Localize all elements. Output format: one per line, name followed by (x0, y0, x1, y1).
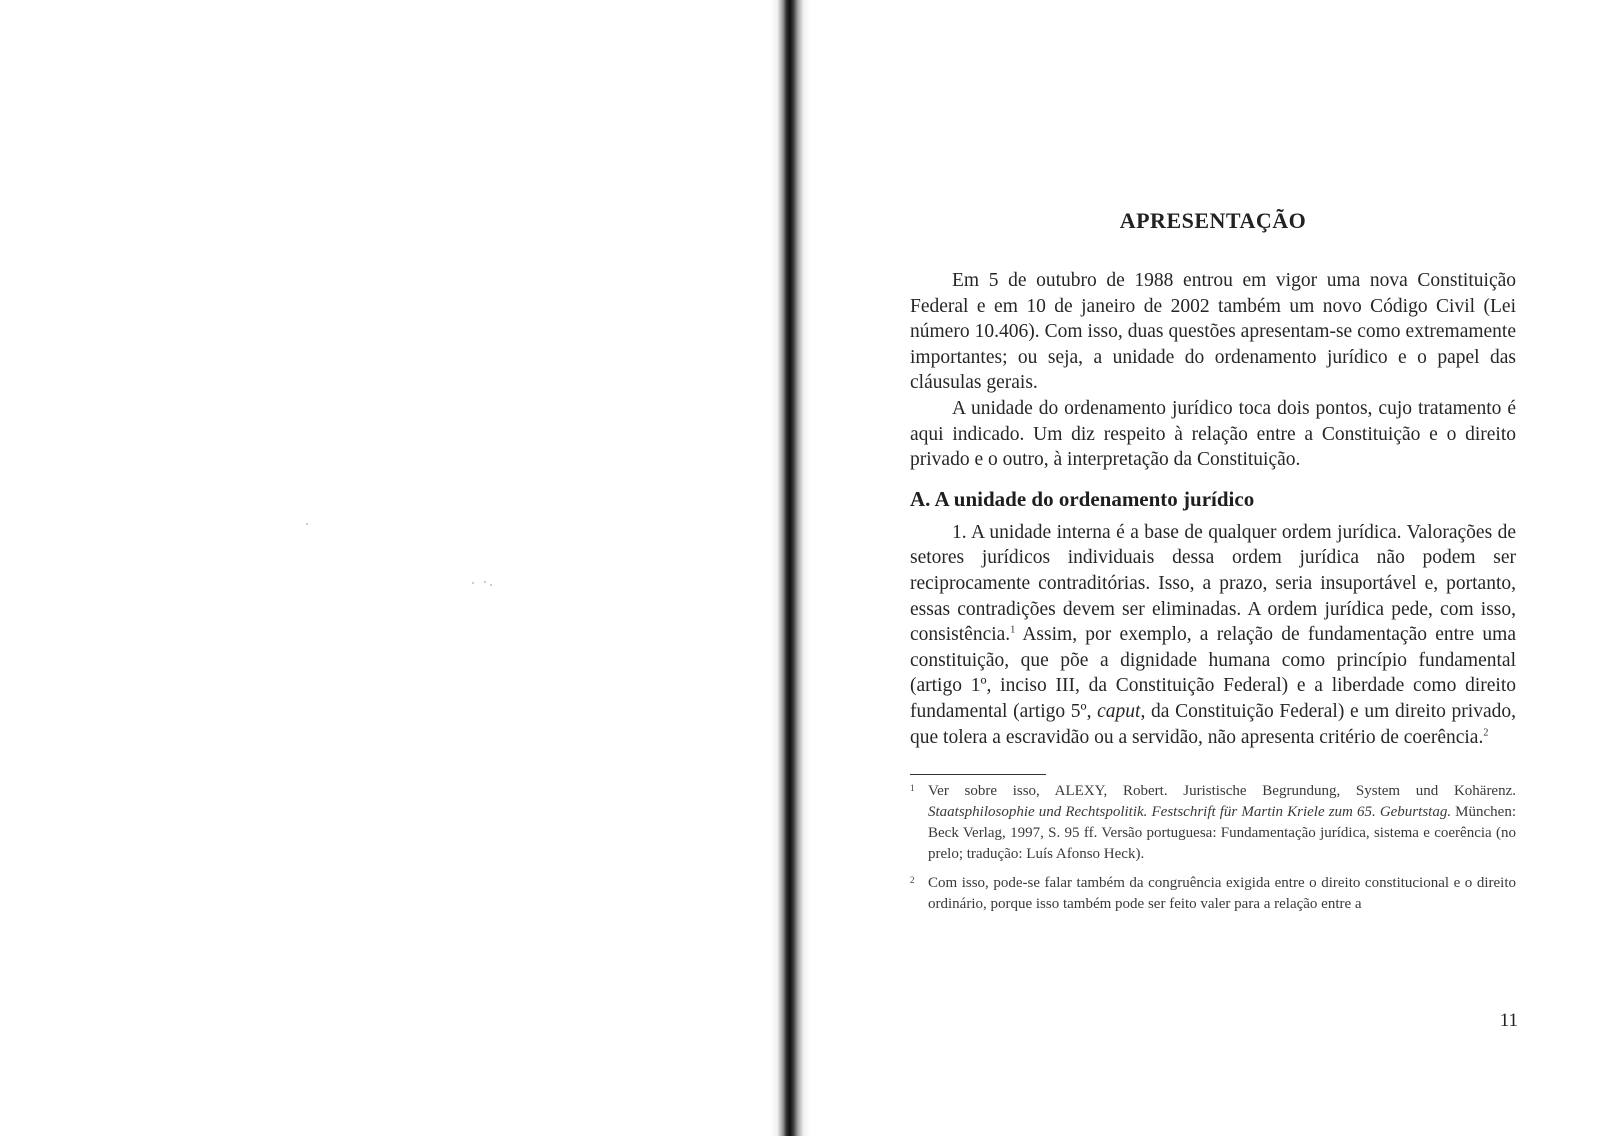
footnote-2-number: 2 (910, 875, 915, 886)
intro-paragraph-2: A unidade do ordenamento jurídico toca dois pontos, cujo tratamento é aqui indicado. Um diz respeito à relação entre a Constituição e o direito privado e o outro, à interpretação da Constituição. (910, 397, 1516, 471)
section-paragraph (910, 520, 1516, 750)
footnote-2-text: Com isso, pode-se falar também da congruência exigida entre o direito constitucional e o direito ordinário, porque isso também pode ser feito valer para a relação entre a (928, 875, 1516, 913)
page-content (910, 208, 1516, 923)
page-number: 11 (1499, 1010, 1518, 1031)
left-page-blank (0, 0, 780, 1136)
scan-speck (484, 581, 486, 583)
section-text-part3: , da Constituição Federal) e um direito privado, que tolera a escravidão ou a servidão, não apresenta critério de coerência. (910, 700, 1516, 748)
book-gutter (770, 0, 810, 1136)
footnote-divider (910, 774, 1046, 775)
intro-paragraph-1: Em 5 de outubro de 1988 entrou em vigor uma nova Constituição Federal e em 10 de janeiro de 2002 também um novo Código Civil (Lei número 10.406). Com isso, duas questões apresentam-se como extremamente importantes; ou seja, a unidade do ordenamento jurídico e o papel das cláusulas gerais. (910, 270, 1516, 394)
footnote-ref-1[interactable]: 1 (1010, 624, 1016, 636)
section-text-italic: caput (1097, 700, 1141, 722)
footnote-1-text-a: Ver sobre isso, ALEXY, Robert. Juristische Begrundung, System und Kohärenz. (928, 783, 1516, 800)
page-title: APRESENTAÇÃO (1119, 208, 1307, 233)
scan-speck (306, 523, 308, 525)
section-heading: A. A unidade do ordenamento jurídico (910, 486, 1255, 511)
footnote-1 (910, 781, 1516, 865)
section-text-part1: 1. A unidade interna é a base de qualquer ordem jurídica. Valorações de setores jurídicos individuais dessa ordem jurídica não podem ser reciprocamente contraditórias. Isso, a prazo, seria insuportável e, portanto, essas contradições devem ser eliminadas. A ordem jurídica pede, com isso, consistência. (910, 521, 1516, 646)
scan-speck (490, 584, 492, 586)
footnote-1-text-b: München: Beck Verlag, 1997, S. 95 ff. Versão portuguesa: Fundamentação jurídica, sistema e coerência (no prelo; tradução: Luís Afonso Heck). (928, 804, 1516, 863)
footnote-2 (910, 873, 1516, 915)
scan-speck (472, 582, 474, 584)
right-page (810, 0, 1600, 1136)
section-text-part2: Assim, por exemplo, a relação de fundamentação entre uma constituição, que põe a dignidade humana como princípio fundamental (artigo 1º, inciso III, da Constituição Federal) e a liberdade como direito fundamental (artigo 5º, (910, 624, 1516, 722)
footnote-ref-2[interactable]: 2 (1483, 727, 1489, 738)
footnote-1-number: 1 (910, 783, 915, 794)
footnote-1-italic: Staatsphilosophie und Rechtspolitik. Festschrift für Martin Kriele zum 65. Geburtstag. (928, 804, 1452, 821)
